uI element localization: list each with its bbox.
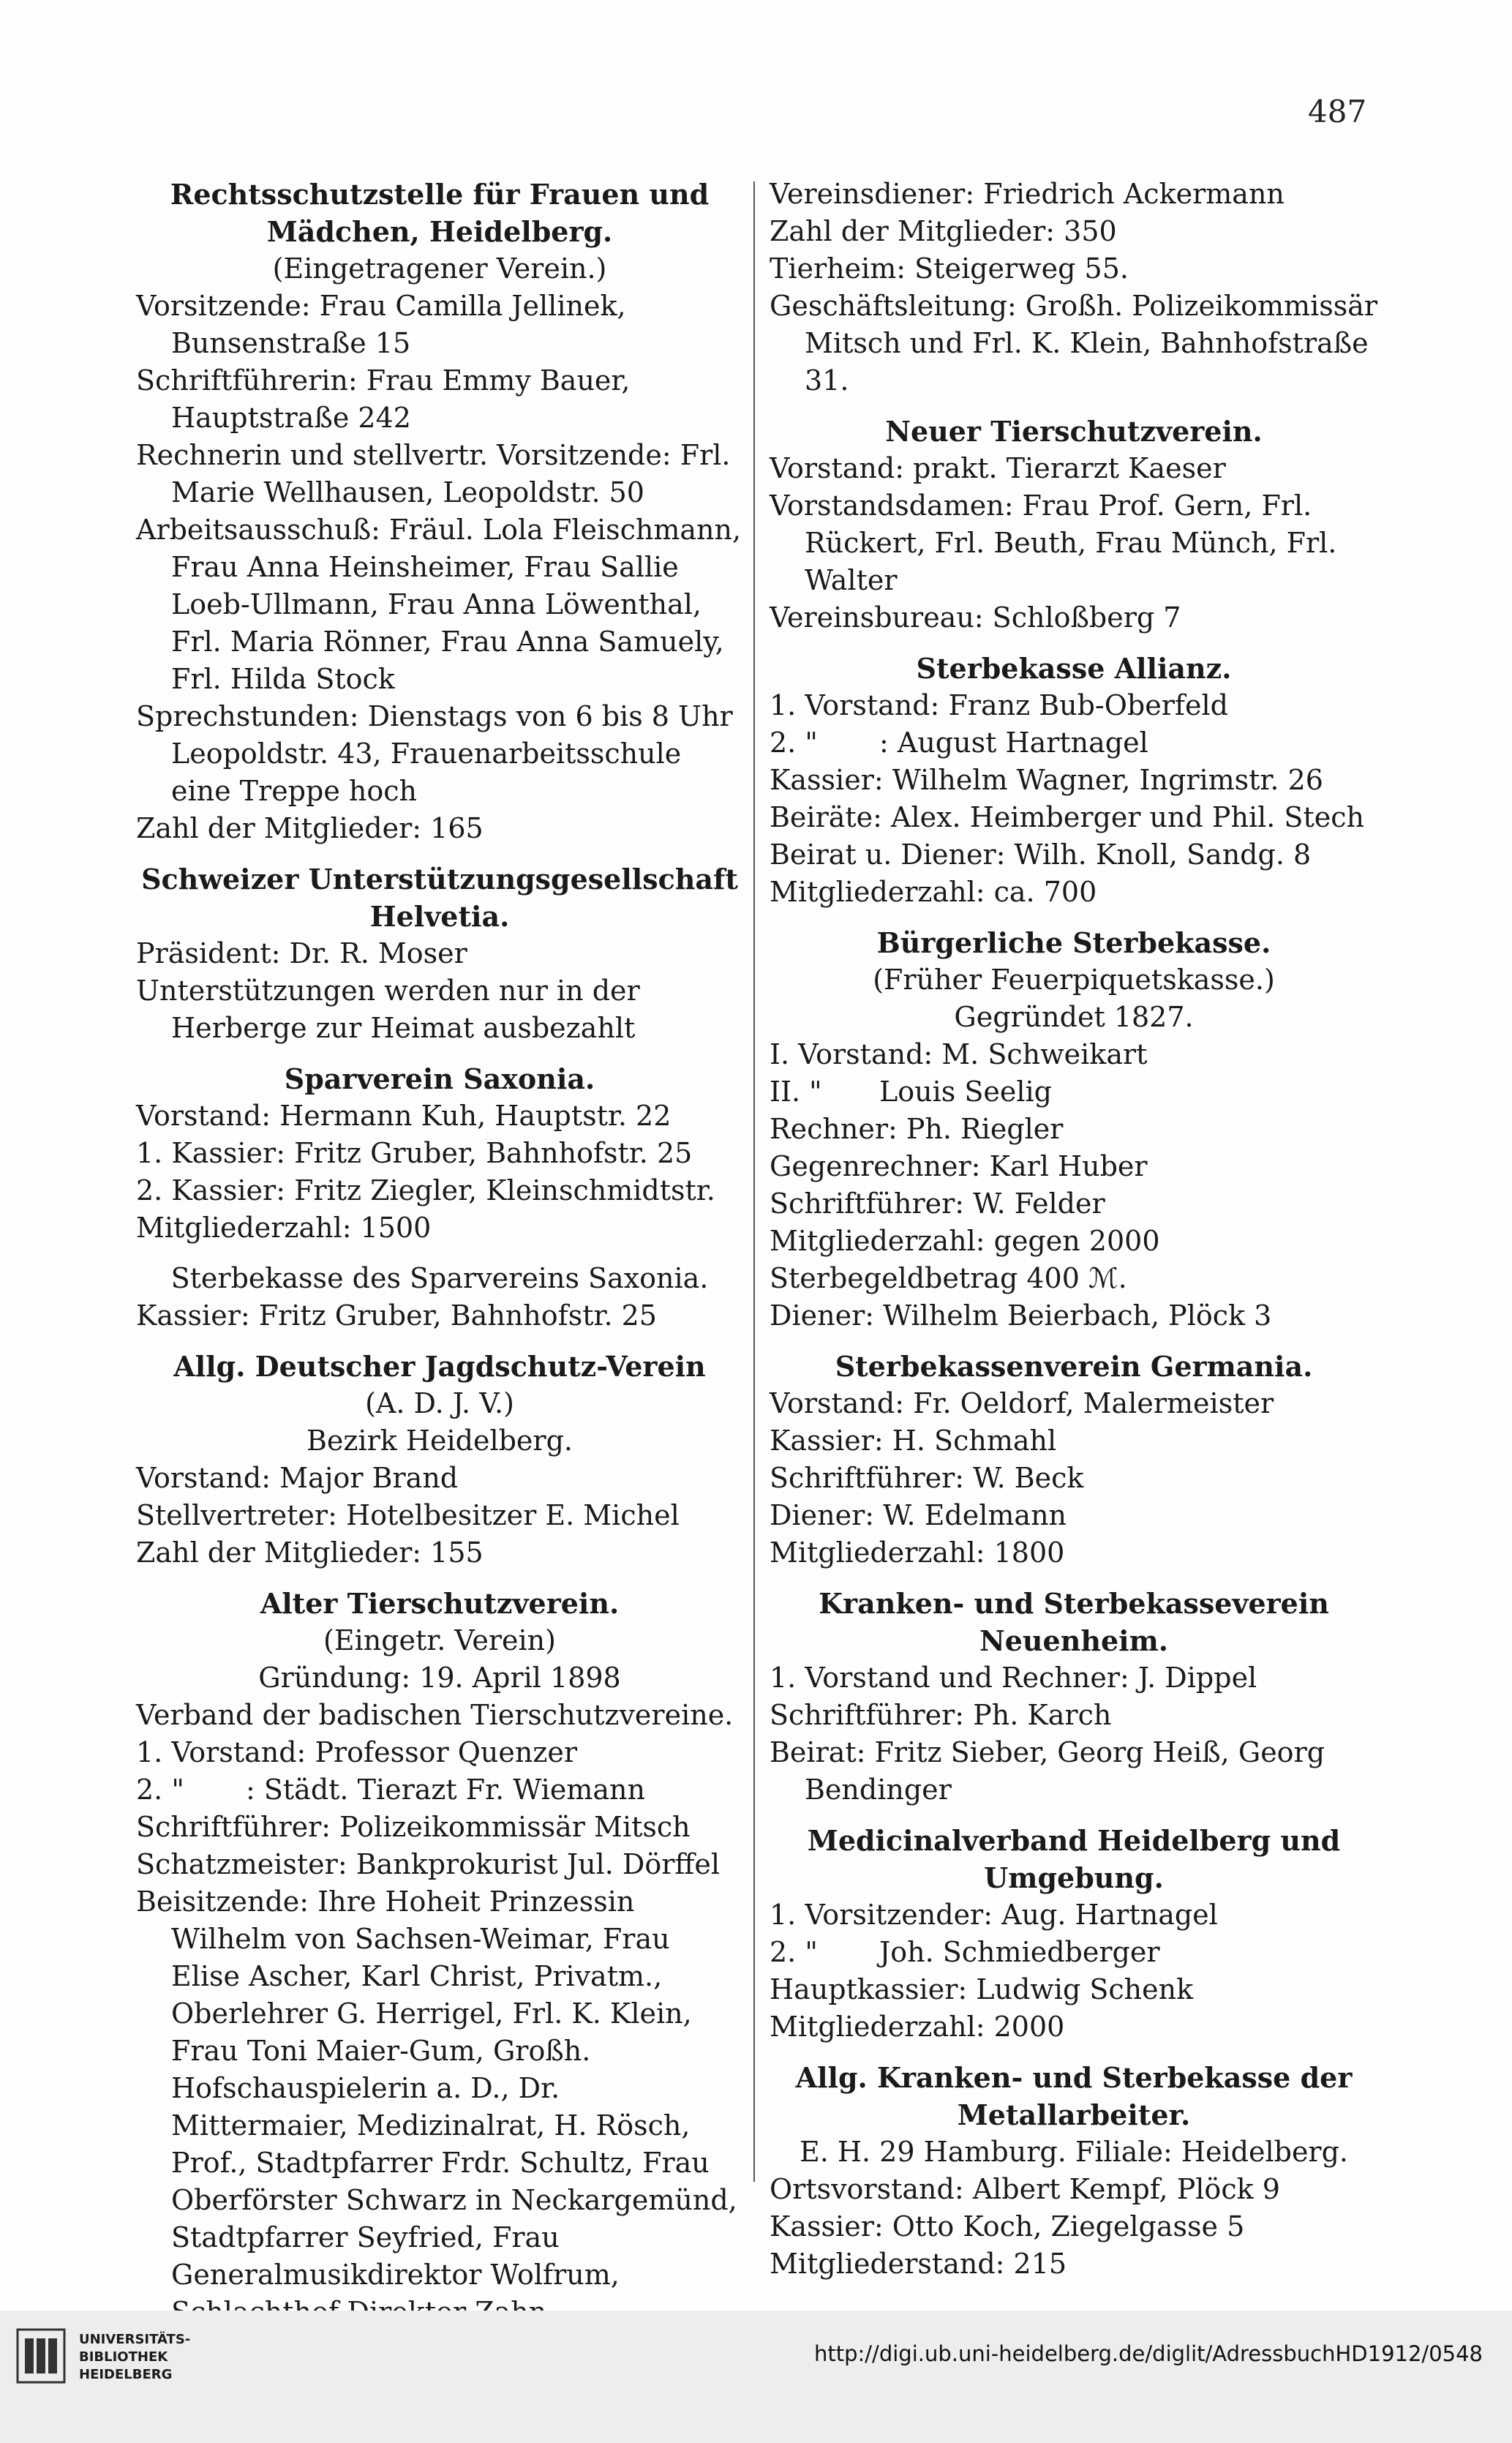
entry-line: Vereinsdiener: Friedrich Ackermann bbox=[770, 178, 1285, 210]
entry-line: 1. Vorsitzender: Aug. Hartnagel bbox=[770, 1899, 1218, 1931]
entry-line: Schriftführer: Ph. Karch bbox=[770, 1699, 1112, 1731]
section-subtitle: (Früher Feuerpiquetskasse.) bbox=[873, 964, 1275, 996]
entry-key: II. " bbox=[770, 1076, 822, 1108]
section-title: Rechtsschutzstelle für Frauen und Mädchen, Heidelberg. bbox=[170, 178, 710, 248]
entry-line: Schatzmeister: Bankprokurist Jul. Dörffel bbox=[136, 1848, 720, 1880]
entry-line bbox=[770, 1073, 1378, 1111]
source-url-link[interactable]: http://digi.ub.uni-heidelberg.de/diglit/AdressbuchHD1912/0548 bbox=[813, 2341, 1483, 2366]
entry-line: Zahl der Mitglieder: 165 bbox=[136, 812, 484, 844]
entry-line: Kassier: Wilhelm Wagner, Ingrimstr. 26 bbox=[770, 764, 1323, 796]
section-subtitle: (Eingetragener Verein.) bbox=[272, 252, 607, 285]
entry-line: Vorsitzende: Frau Camilla Jellinek, Bunsenstraße 15 bbox=[136, 290, 626, 359]
entry-value: : August Hartnagel bbox=[879, 727, 1148, 759]
left-column bbox=[136, 176, 743, 2331]
library-name-line: HEIDELBERG bbox=[79, 2367, 173, 2382]
section-subtitle: Bezirk Heidelberg. bbox=[306, 1425, 573, 1457]
entry-line: Tierheim: Steigerweg 55. bbox=[770, 252, 1129, 285]
entry-line: Mitgliederstand: 215 bbox=[770, 2248, 1067, 2280]
entry-line: Ortsvorstand: Albert Kempf, Plöck 9 bbox=[770, 2173, 1280, 2205]
entry-line bbox=[136, 1771, 743, 1809]
footer-bar bbox=[0, 2311, 1512, 2443]
section-title: Medicinalverband Heidelberg und Umgebung. bbox=[807, 1824, 1341, 1894]
entry-line: Beisitzende: Ihre Hoheit Prinzessin Wilhelm von Sachsen-Weimar, Frau Elise Ascher, Karl Christ, Privatm., Oberlehrer G. Herrigel, Frl. K. Klein, Frau Toni Maier-Gum, Großh. Hofschauspielerin a. D., Dr. Mittermaier, Medizinalrat, H. Rösch, Prof., Stadtpfarrer Frdr. Schultz, Frau Oberförster Schwarz in Neckargemünd, Stadtpfarrer Seyfried, Frau Generalmusikdirektor Wolfrum, bbox=[136, 1885, 737, 2291]
entry-line: 1. Vorstand: Professor Quenzer bbox=[136, 1736, 577, 1768]
entry-line: Diener: Wilhelm Beierbach, Plöck 3 bbox=[770, 1299, 1272, 1332]
entry-line: Mitgliederzahl: gegen 2000 bbox=[770, 1225, 1160, 1257]
entry-line: Zahl der Mitglieder: 350 bbox=[770, 215, 1117, 247]
entry-line: Vorstandsdamen: Frau Prof. Gern, Frl. Rückert, Frl. Beuth, Frau Münch, Frl. Walter bbox=[770, 489, 1337, 596]
entry-line: Geschäftsleitung: Großh. Polizeikommissär Mitsch und Frl. K. Klein, Bahnhofstraße 31. bbox=[770, 290, 1378, 397]
section-title: Allg. Kranken- und Sterbekasse der Metallarbeiter. bbox=[795, 2061, 1353, 2131]
library-name-line: UNIVERSITÄTS- bbox=[79, 2332, 191, 2347]
entry-line: Vorstand: Fr. Oeldorf, Malermeister bbox=[770, 1387, 1274, 1419]
section-subtitle: Gegründet 1827. bbox=[954, 1001, 1194, 1033]
entry-line: 1. Vorstand: Franz Bub-Oberfeld bbox=[770, 689, 1228, 721]
page-number: 487 bbox=[1308, 94, 1367, 130]
section-title: Sparverein Saxonia. bbox=[284, 1062, 595, 1095]
entry-line: Beirat: Fritz Sieber, Georg Heiß, Georg Bendinger bbox=[770, 1736, 1325, 1806]
entry-line: Diener: W. Edelmann bbox=[770, 1499, 1067, 1531]
section-title: Sterbekasse Allianz. bbox=[916, 652, 1232, 685]
section-title: Neuer Tierschutzverein. bbox=[885, 415, 1263, 448]
entry-line: Mitgliederzahl: 1800 bbox=[770, 1536, 1065, 1569]
entry-line: Schriftführerin: Frau Emmy Bauer, Hauptstraße 242 bbox=[136, 364, 631, 434]
section-title: Bürgerliche Sterbekasse. bbox=[876, 926, 1271, 959]
entry-line: I. Vorstand: M. Schweikart bbox=[770, 1038, 1148, 1070]
section-subtitle: Gründung: 19. April 1898 bbox=[258, 1662, 621, 1694]
entry-line: Rechner: Ph. Riegler bbox=[770, 1113, 1064, 1145]
entry-line: Stellvertreter: Hotelbesitzer E. Michel bbox=[136, 1499, 680, 1531]
section-subtitle: (A. D. J. V.) bbox=[365, 1387, 514, 1419]
entry-line: Verband der badischen Tierschutzvereine. bbox=[136, 1699, 734, 1731]
entry-line: Vorstand: Hermann Kuh, Hauptstr. 22 bbox=[136, 1100, 672, 1132]
section-title: Alter Tierschutzverein. bbox=[260, 1587, 620, 1620]
entry-line: Sterbegeldbetrag 400 ℳ. bbox=[770, 1262, 1127, 1294]
entry-value: : Städt. Tierazt Fr. Wiemann bbox=[246, 1774, 645, 1806]
section-subtitle: E. H. 29 Hamburg. Filiale: Heidelberg. bbox=[799, 2136, 1349, 2168]
entry-line: Präsident: Dr. R. Moser bbox=[136, 937, 467, 969]
entry-key: 2. " bbox=[136, 1774, 184, 1806]
university-library-logo-icon bbox=[15, 2327, 67, 2385]
entry-line: Unterstützungen werden nur in der Herberge zur Heimat ausbezahlt bbox=[136, 975, 640, 1044]
section-title: Kranken- und Sterbekasseverein Neuenheim. bbox=[819, 1587, 1329, 1657]
entry-line: Vorstand: Major Brand bbox=[136, 1462, 459, 1494]
entry-line: 1. Kassier: Fritz Gruber, Bahnhofstr. 25 bbox=[136, 1137, 693, 1169]
entry-line: Mitgliederzahl: 1500 bbox=[136, 1212, 432, 1244]
section-title: Sterbekassenverein Germania. bbox=[835, 1350, 1313, 1383]
entry-line bbox=[770, 1934, 1378, 1971]
entry-value: Louis Seelig bbox=[879, 1076, 1052, 1108]
entry-line: Mitgliederzahl: 2000 bbox=[770, 2011, 1065, 2043]
entry-line: Gegenrechner: Karl Huber bbox=[770, 1150, 1148, 1182]
entry-line: Mitgliederzahl: ca. 700 bbox=[770, 876, 1097, 908]
section-title: Sterbekasse des Sparvereins Saxonia. bbox=[170, 1262, 709, 1294]
entry-line: Vorstand: prakt. Tierarzt Kaeser bbox=[770, 452, 1226, 484]
entry-line: Schriftführer: Polizeikommissär Mitsch bbox=[136, 1811, 691, 1843]
entry-line: Kassier: Otto Koch, Ziegelgasse 5 bbox=[770, 2210, 1245, 2243]
entry-line bbox=[770, 724, 1378, 762]
entry-line: Kassier: H. Schmahl bbox=[770, 1425, 1057, 1457]
entry-line: Hauptkassier: Ludwig Schenk bbox=[770, 1973, 1194, 2005]
entry-line: Schriftführer: W. Felder bbox=[770, 1187, 1105, 1220]
column-divider bbox=[753, 181, 755, 2182]
entry-line: Beirat u. Diener: Wilh. Knoll, Sandg. 8 bbox=[770, 838, 1312, 871]
section-title: Schweizer Unterstützungsgesellschaft Helvetia. bbox=[141, 863, 738, 933]
right-column bbox=[770, 176, 1378, 2283]
entry-line: Vereinsbureau: Schloßberg 7 bbox=[770, 601, 1181, 634]
library-name-line: BIBLIOTHEK bbox=[79, 2349, 168, 2365]
section-title: Allg. Deutscher Jagdschutz-Verein bbox=[173, 1350, 706, 1383]
entry-line: 1. Vorstand und Rechner: J. Dippel bbox=[770, 1662, 1257, 1694]
entry-line: Rechnerin und stellvertr. Vorsitzende: Frl. Marie Wellhausen, Leopoldstr. 50 bbox=[136, 439, 731, 509]
entry-line: Sprechstunden: Dienstags von 6 bis 8 Uhr Leopoldstr. 43, Frauenarbeitsschule eine Treppe hoch bbox=[136, 700, 733, 807]
entry-line: 2. Kassier: Fritz Ziegler, Kleinschmidtstr. bbox=[136, 1174, 715, 1207]
library-name bbox=[79, 2331, 190, 2384]
entry-key: 2. " bbox=[770, 727, 818, 759]
section-subtitle: (Eingetr. Verein) bbox=[323, 1624, 556, 1656]
entry-line: Schriftführer: W. Beck bbox=[770, 1462, 1084, 1494]
entry-value: Joh. Schmiedberger bbox=[879, 1936, 1160, 1968]
entry-key: 2. " bbox=[770, 1936, 818, 1968]
entry-line: Zahl der Mitglieder: 155 bbox=[136, 1536, 484, 1569]
entry-line: Arbeitsausschuß: Fräul. Lola Fleischmann, Frau Anna Heinsheimer, Frau Sallie Loeb-Ullmann, Frau Anna Löwenthal, Frl. Maria Rönner, Frau Anna Samuely, Frl. Hilda Stock bbox=[136, 514, 742, 695]
entry-line: Kassier: Fritz Gruber, Bahnhofstr. 25 bbox=[136, 1299, 657, 1332]
entry-line: Beiräte: Alex. Heimberger und Phil. Stech bbox=[770, 801, 1364, 833]
